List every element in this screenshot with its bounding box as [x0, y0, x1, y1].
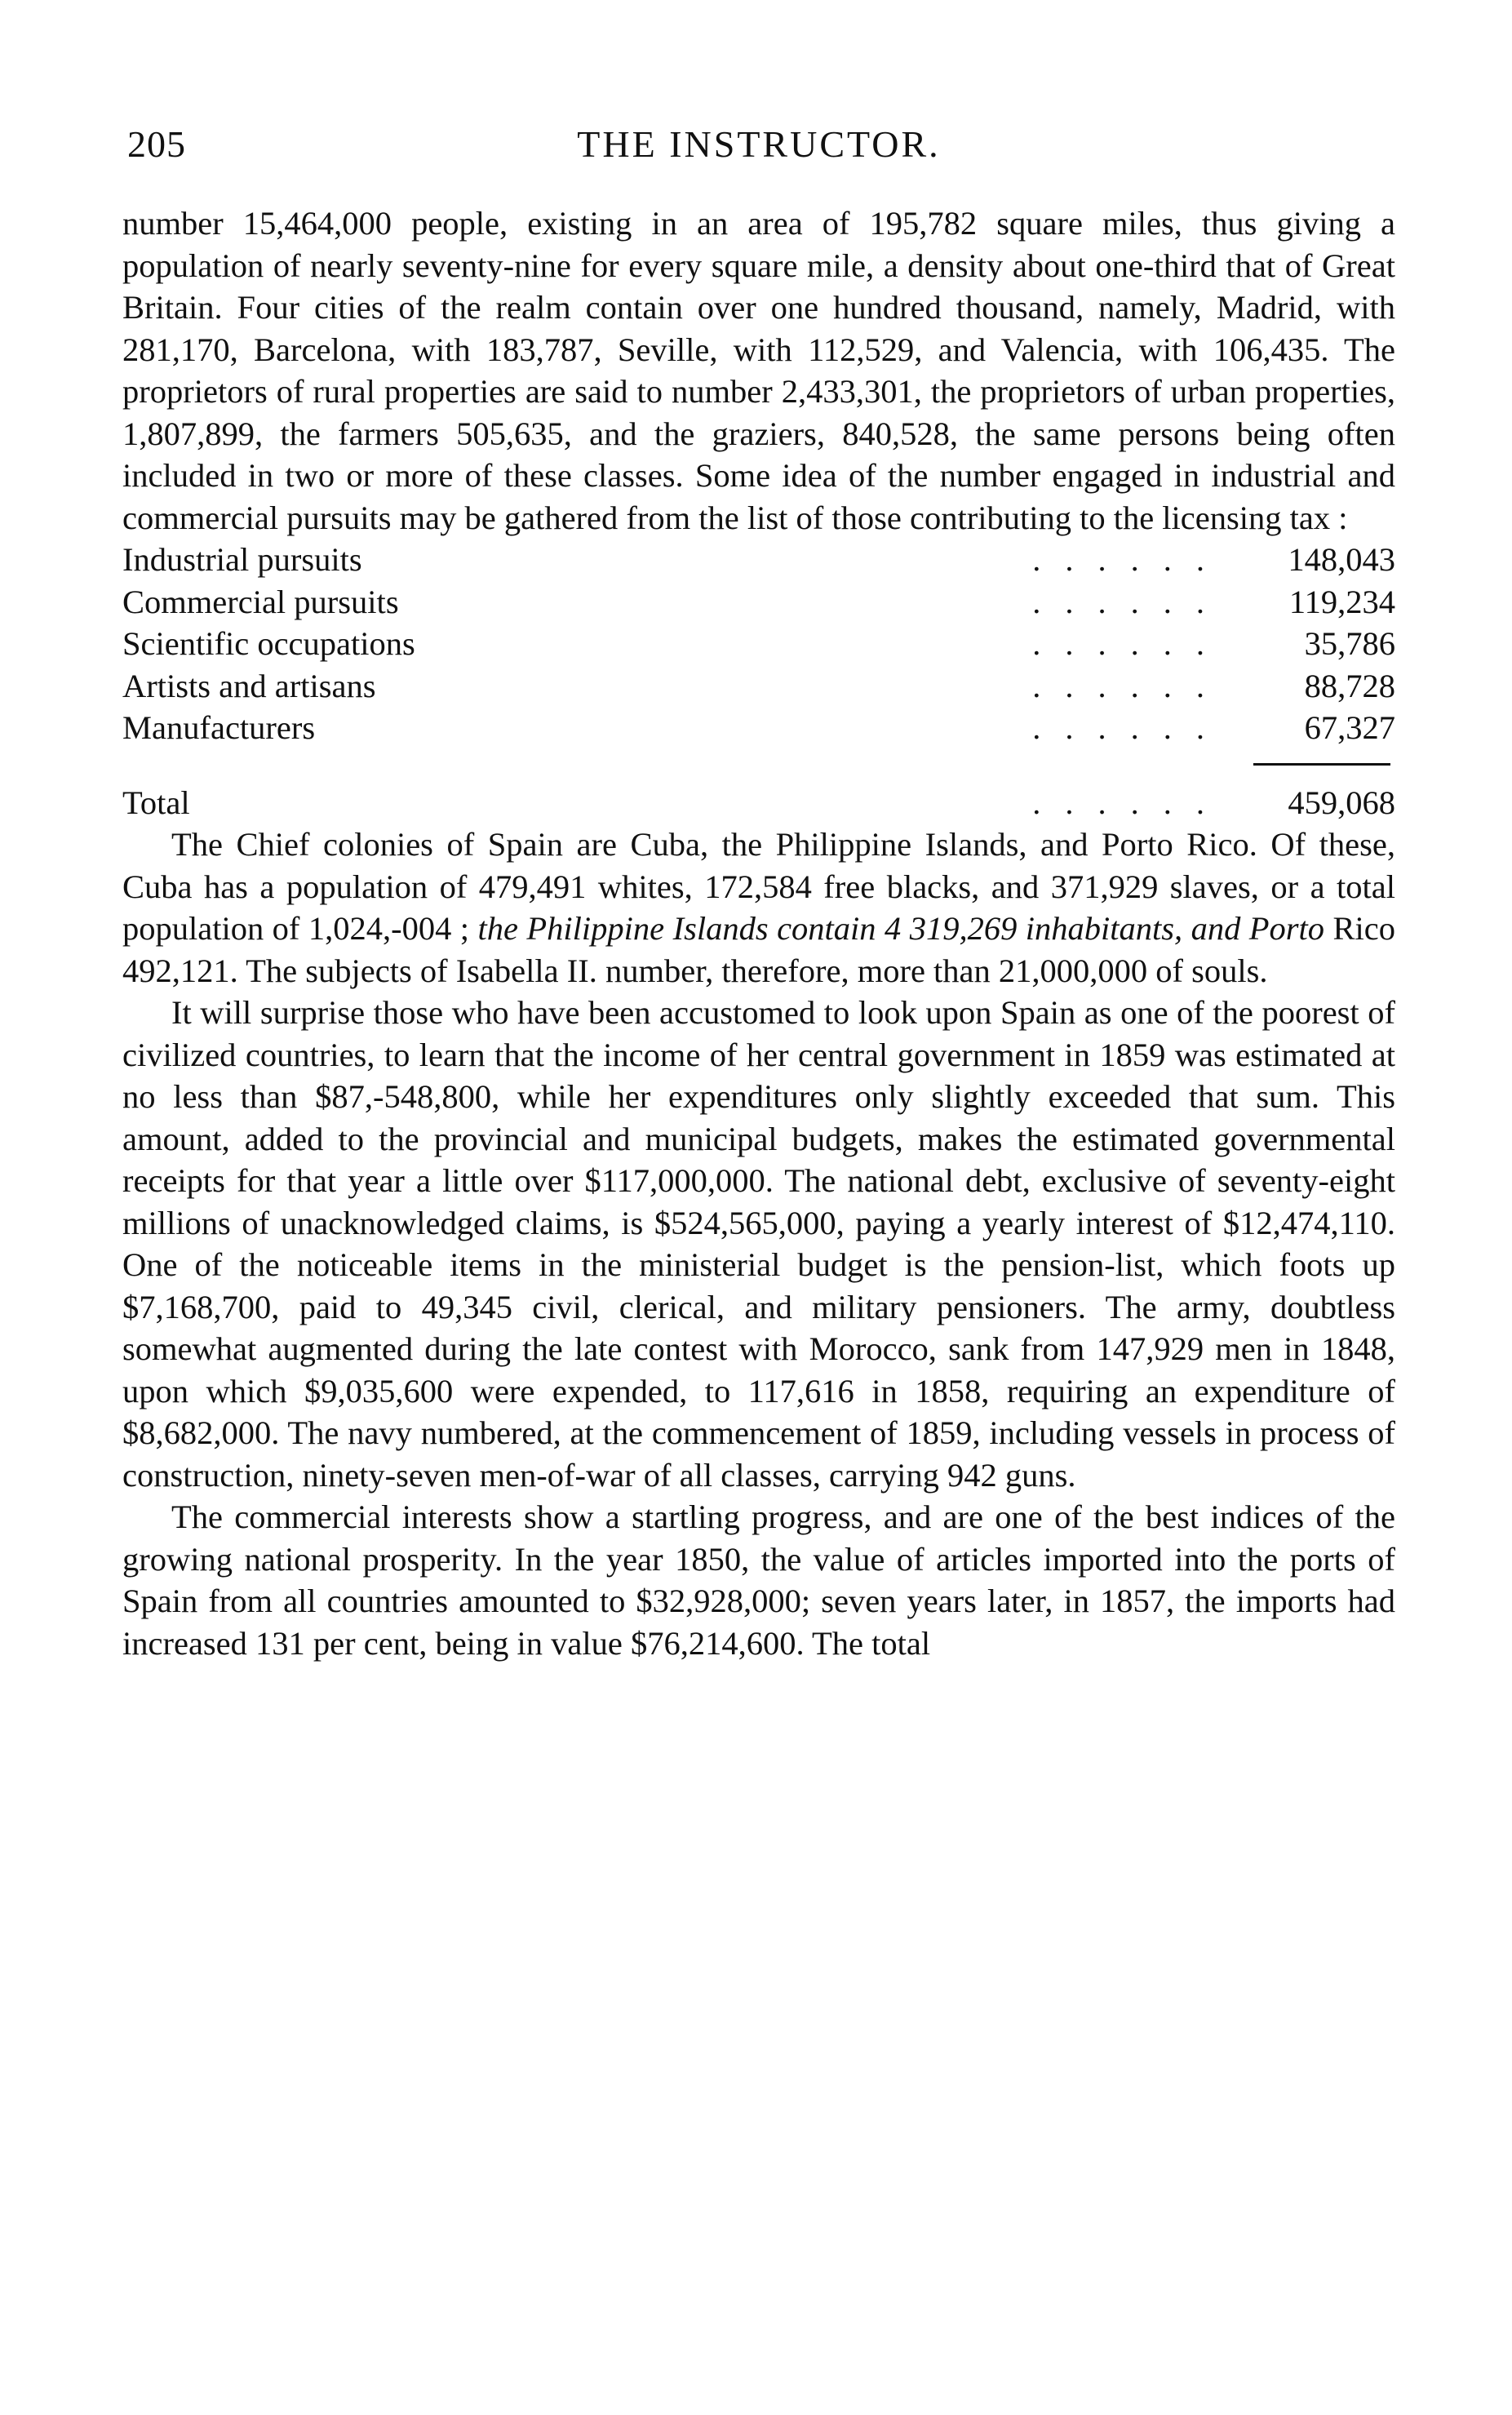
colonies-tail-text: Rico 492,121. The subjects of Isabella II. number, therefore, more than 21,000,000 of souls.: [122, 910, 1396, 989]
total-rule-row: [122, 749, 1395, 780]
paragraph-colonies: [122, 823, 1395, 992]
table-row: [122, 539, 1395, 581]
total-rule: [1253, 763, 1390, 766]
dot-leader: ......: [1032, 667, 1229, 704]
table-row: [122, 665, 1395, 708]
table-row-label: Artists and artisans: [122, 667, 376, 704]
table-row: [122, 581, 1395, 624]
paragraph-population: number 15,464,000 people, existing in an area of 195,782 square miles, thus giving a population of nearly seventy-nine for every square mile, a density about one-third that of Great Britain. Four cities of the realm contain over one hundred thousand, namely, Madrid, with 281,170, Barcelona, with 183,787, Seville, with 112,529, and Valencia, with 106,435. The proprietors of rural properties are said to number 2,433,301, the proprietors of urban properties, 1,807,899, the farmers 505,635, and the graziers, 840,528, the same persons being often included in two or more of these classes. Some idea of the number engaged in industrial and commercial pursuits may be gathered from the list of those contributing to the licensing tax :: [122, 205, 1395, 536]
table-row: [122, 623, 1395, 665]
table-row-value: 88,728: [1304, 667, 1395, 704]
table-row: [122, 707, 1395, 749]
colonies-italic-text: the Philippine Islands contain 4 319,269 inhabitants, and Porto: [469, 910, 1325, 947]
table-total-value: 459,068: [1288, 784, 1395, 821]
table-row-value: 119,234: [1288, 583, 1395, 620]
dot-leader: ......: [1032, 784, 1229, 821]
table-row-value: 35,786: [1304, 625, 1395, 662]
table-row-value: 67,327: [1304, 709, 1395, 746]
table-row-label: Industrial pursuits: [122, 541, 362, 578]
page-number: 205: [127, 123, 186, 165]
dot-leader: ......: [1032, 583, 1229, 620]
table-row-label: Commercial pursuits: [122, 583, 399, 620]
paragraph-commerce: The commercial interests show a startling progress, and are one of the best indices of the growing national prosperity. In the year 1850, the value of articles imported into the ports of Spain from all countries amounted to $32,928,000; seven years later, in 1857, the imports had increased 131 per cent, being in value $76,214,600. The total: [122, 1498, 1395, 1662]
page-header: [122, 122, 1395, 180]
table-row-label: Scientific occupations: [122, 625, 415, 662]
licensing-tax-table: [122, 539, 1395, 823]
dot-leader: ......: [1032, 625, 1229, 662]
colonies-text: The Chief colonies of Spain are Cuba, the Philippine Islands, and Porto Rico. Of these, Cuba has a population of 479,491 whites, 172,584 free blacks, and 371,929 slaves, or a total population of 1,024,-004 ;: [122, 826, 1395, 947]
dot-leader: ......: [1032, 541, 1229, 578]
table-row-label: Manufacturers: [122, 709, 316, 746]
table-total-label: Total: [122, 784, 190, 821]
paragraph-finances: It will surprise those who have been accustomed to look upon Spain as one of the poorest of civilized countries, to learn that the income of her central government in 1859 was estimated at no less than $87,-548,800, while her expenditures only slightly exceeded that sum. This amount, added to the provincial and municipal budgets, makes the estimated governmental receipts for that year a little over $117,000,000. The national debt, exclusive of seventy-eight millions of unacknowledged claims, is $524,565,000, paying a yearly interest of $12,474,110. One of the noticeable items in the ministerial budget is the pension-list, which foots up $7,168,700, paid to 49,345 civil, clerical, and military pensioners. The army, doubtless somewhat augmented during the late contest with Morocco, sank from 147,929 men in 1848, upon which $9,035,600 were expended, to 117,616 in 1858, requiring an expenditure of $8,682,000. The navy numbered, at the commencement of 1859, including vessels in process of construction, ninety-seven men-of-war of all classes, carrying 942 guns.: [122, 994, 1395, 1494]
dot-leader: ......: [1032, 709, 1229, 746]
table-total-row: [122, 782, 1395, 824]
running-title: THE INSTRUCTOR.: [577, 123, 941, 165]
book-page: [122, 122, 1395, 1664]
table-row-value: 148,043: [1288, 541, 1395, 578]
